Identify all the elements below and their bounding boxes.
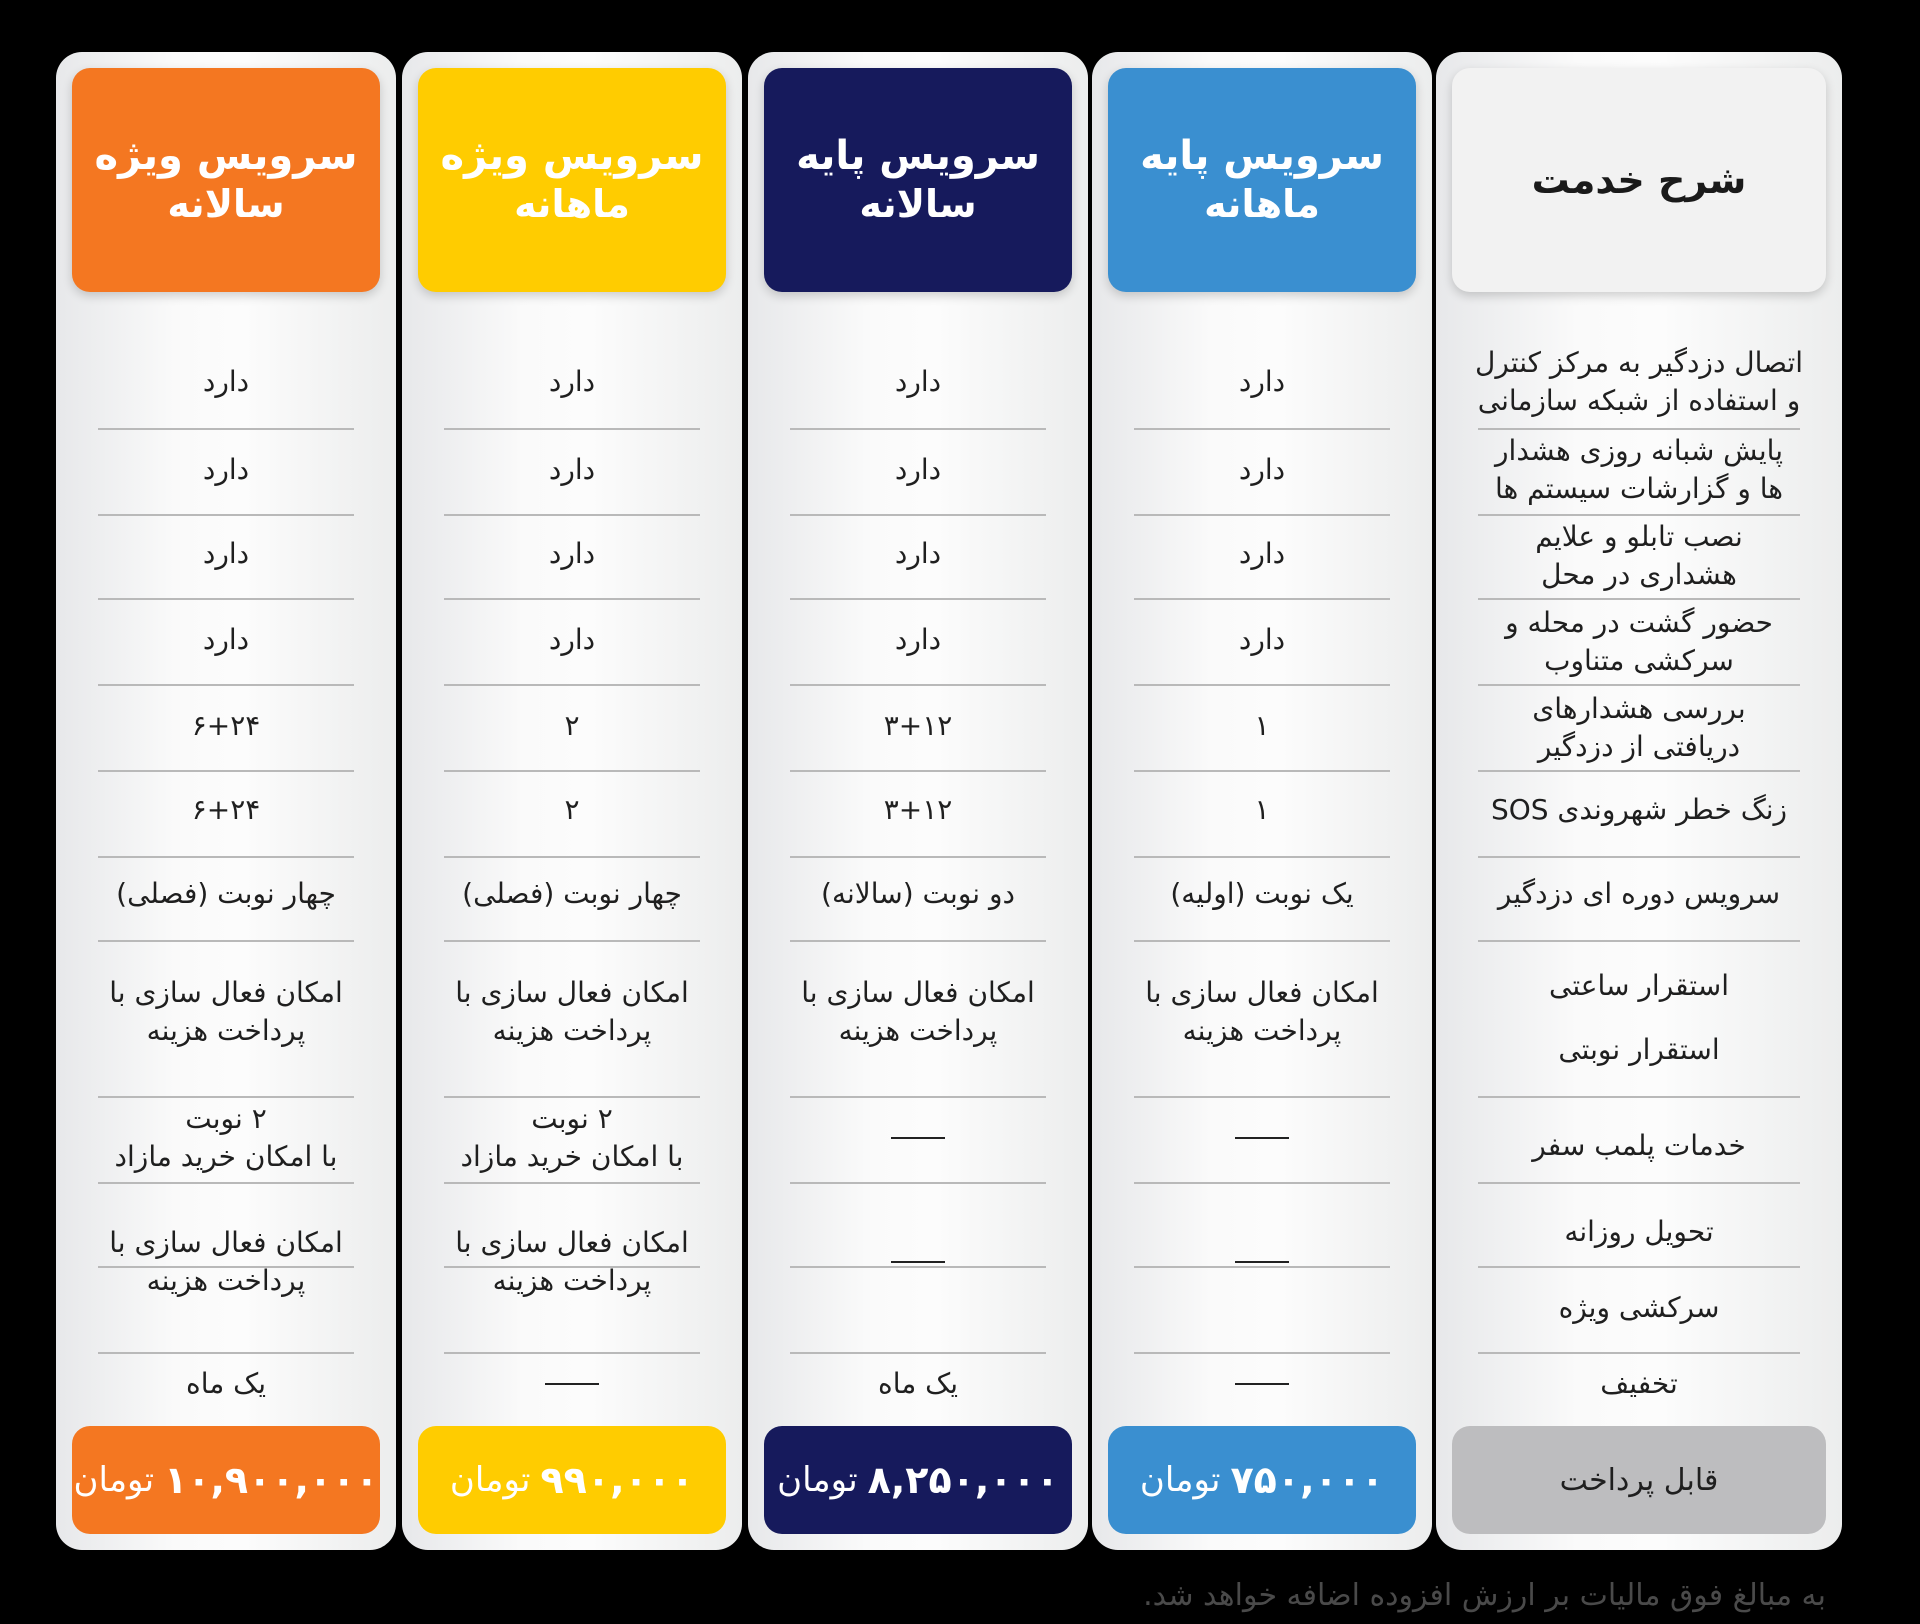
- cell-text: پایش شبانه روزی هشدار: [1495, 434, 1783, 467]
- price-value: ۹۹۰,۰۰۰: [540, 1458, 695, 1502]
- price-unit: تومان: [777, 1460, 858, 1500]
- table-cell: [98, 1207, 354, 1317]
- cell-text: دارد: [548, 537, 596, 570]
- cell-text: دارد: [202, 453, 250, 486]
- header-basic-yearly: [764, 68, 1072, 292]
- cell-text: دارد: [548, 365, 596, 398]
- cell-text: خدمات پلمب سفر: [1532, 1129, 1746, 1162]
- cell-text: پرداخت هزینه: [146, 1264, 306, 1297]
- cell-text: دارد: [202, 537, 250, 570]
- price-basic-yearly: [764, 1426, 1072, 1534]
- cell-text: دارد: [548, 623, 596, 656]
- cell-text: سرکشی متناوب: [1544, 644, 1734, 677]
- table-cell: [1134, 1329, 1390, 1439]
- table-cell: [98, 957, 354, 1067]
- cell-text: دارد: [894, 453, 942, 486]
- cell-text: امکان فعال سازی با: [801, 976, 1035, 1009]
- cell-text: ۱: [1254, 709, 1270, 742]
- dash-mark: [1235, 1137, 1289, 1139]
- header-special-yearly: [72, 68, 380, 292]
- header-subtitle: ماهانه: [514, 182, 630, 226]
- column-basic-monthly: [1092, 52, 1432, 1550]
- table-cell: [1456, 1329, 1822, 1439]
- header-title: سرویس ویژه: [94, 133, 358, 179]
- cell-text: ۶+۲۴: [191, 793, 261, 826]
- table-cell: [790, 1207, 1046, 1317]
- price-value: ۱۰,۹۰۰,۰۰۰: [164, 1458, 379, 1502]
- cell-text: استقرار ساعتی: [1549, 969, 1729, 1002]
- cell-text: نصب تابلو و علایم: [1535, 520, 1743, 553]
- cell-text: اتصال دزدگیر به مرکز کنترل: [1474, 346, 1804, 379]
- table-cell: [1134, 1083, 1390, 1193]
- column-basic-yearly: [748, 52, 1088, 1550]
- dash-mark: [891, 1137, 945, 1139]
- cell-text: ۲ نوبت: [531, 1102, 613, 1135]
- cell-text: پرداخت هزینه: [838, 1014, 998, 1047]
- cell-text: پرداخت هزینه: [492, 1014, 652, 1047]
- cell-text: یک نوبت (اولیه): [1170, 877, 1354, 910]
- cell-text: یک ماه: [878, 1367, 958, 1400]
- cell-text: سرکشی ویژه: [1558, 1291, 1720, 1324]
- header-subtitle: سالانه: [859, 182, 977, 226]
- cell-text: چهار نوبت (فصلی): [462, 877, 682, 910]
- cell-text: دارد: [1238, 365, 1286, 398]
- cell-text: دو نوبت (سالانه): [821, 877, 1015, 910]
- column-special-yearly: [56, 52, 396, 1550]
- price-unit: تومان: [449, 1460, 531, 1500]
- table-cell: [790, 1329, 1046, 1439]
- cell-text: امکان فعال سازی با: [1145, 976, 1379, 1009]
- table-cell: [1134, 957, 1390, 1067]
- table-cell: [1456, 963, 1822, 1073]
- cell-text: ۳+۱۲: [883, 793, 953, 826]
- cell-text: دارد: [894, 623, 942, 656]
- cell-text: پرداخت هزینه: [492, 1264, 652, 1297]
- column-special-monthly: [402, 52, 742, 1550]
- dash-mark: [1235, 1383, 1289, 1385]
- dash-mark: [891, 1261, 945, 1263]
- price-value: ۸,۲۵۰,۰۰۰: [867, 1458, 1059, 1502]
- cell-text: امکان فعال سازی با: [109, 1226, 343, 1259]
- cell-text: امکان فعال سازی با: [455, 1226, 689, 1259]
- cell-text: ۶+۲۴: [191, 709, 261, 742]
- table-cell: [444, 957, 700, 1067]
- price-unit: تومان: [73, 1460, 155, 1500]
- cell-text: دارد: [894, 365, 942, 398]
- table-cell: [444, 839, 700, 949]
- header-special-monthly: [418, 68, 726, 292]
- dash-mark: [1235, 1261, 1289, 1263]
- cell-text: سرویس دوره ای دزدگیر: [1497, 877, 1781, 910]
- cell-text: تحویل روزانه: [1564, 1215, 1714, 1248]
- cell-text: ۲ نوبت: [185, 1102, 267, 1135]
- header-subtitle: ماهانه: [1204, 182, 1320, 226]
- cell-text: حضور گشت در محله و: [1505, 606, 1773, 639]
- cell-text: دارد: [1238, 623, 1286, 656]
- payable-label: قابل پرداخت: [1452, 1426, 1826, 1534]
- price-basic-monthly: [1108, 1426, 1416, 1534]
- cell-text: با امکان خرید مازاد: [460, 1140, 684, 1173]
- header-title: سرویس پایه: [1140, 133, 1384, 179]
- cell-text: یک ماه: [186, 1367, 266, 1400]
- header-title: سرویس پایه: [796, 133, 1040, 179]
- table-cell: [98, 839, 354, 949]
- cell-text: استقرار نوبتی: [1558, 1033, 1720, 1066]
- table-cell: [98, 1083, 354, 1193]
- table-cell: [790, 1083, 1046, 1193]
- cell-text: امکان فعال سازی با: [455, 976, 689, 1009]
- cell-text: پرداخت هزینه: [146, 1014, 306, 1047]
- cell-text: دارد: [1238, 453, 1286, 486]
- cell-text: دارد: [202, 623, 250, 656]
- price-special-monthly: [418, 1426, 726, 1534]
- vat-footnote: به مبالغ فوق مالیات بر ارزش افزوده اضافه خواهد شد.: [1143, 1578, 1826, 1613]
- cell-text: و استفاده از شبکه سازمانی: [1477, 384, 1801, 417]
- cell-text: دارد: [1238, 537, 1286, 570]
- table-cell: [790, 839, 1046, 949]
- cell-text: چهار نوبت (فصلی): [116, 877, 336, 910]
- header-desc: [1452, 68, 1826, 292]
- cell-text: ۲: [564, 793, 580, 826]
- cell-text: هشداری در محل: [1541, 558, 1737, 591]
- cell-text: بررسی هشدارهای: [1532, 692, 1746, 725]
- cell-text: ۳+۱۲: [883, 709, 953, 742]
- table-cell: [444, 1329, 700, 1439]
- price-unit: تومان: [1139, 1460, 1221, 1500]
- cell-text: دارد: [548, 453, 596, 486]
- price-special-yearly: [72, 1426, 380, 1534]
- cell-text: ۲: [564, 709, 580, 742]
- column-desc: [1436, 52, 1842, 1550]
- dash-mark: [545, 1383, 599, 1385]
- table-cell: [1456, 839, 1822, 949]
- cell-text: ها و گزارشات سیستم ها: [1494, 472, 1784, 505]
- table-cell: [98, 1329, 354, 1439]
- header-basic-monthly: [1108, 68, 1416, 292]
- header-title: سرویس ویژه: [440, 133, 704, 179]
- cell-text: پرداخت هزینه: [1182, 1014, 1342, 1047]
- cell-text: زنگ خطر شهروندی SOS: [1490, 793, 1788, 826]
- header-subtitle: سالانه: [167, 182, 285, 226]
- table-cell: [790, 957, 1046, 1067]
- cell-text: دارد: [202, 365, 250, 398]
- cell-text: تخفیف: [1600, 1367, 1678, 1400]
- table-cell: [444, 1083, 700, 1193]
- table-cell: [1134, 1207, 1390, 1317]
- header-title: شرح خدمت: [1531, 158, 1747, 202]
- cell-text: با امکان خرید مازاد: [114, 1140, 338, 1173]
- cell-text: دارد: [894, 537, 942, 570]
- cell-text: دریافتی از دزدگیر: [1537, 730, 1741, 763]
- table-cell: [444, 1207, 700, 1317]
- cell-text: امکان فعال سازی با: [109, 976, 343, 1009]
- table-cell: [1134, 839, 1390, 949]
- price-value: ۷۵۰,۰۰۰: [1230, 1458, 1385, 1502]
- cell-text: ۱: [1254, 793, 1270, 826]
